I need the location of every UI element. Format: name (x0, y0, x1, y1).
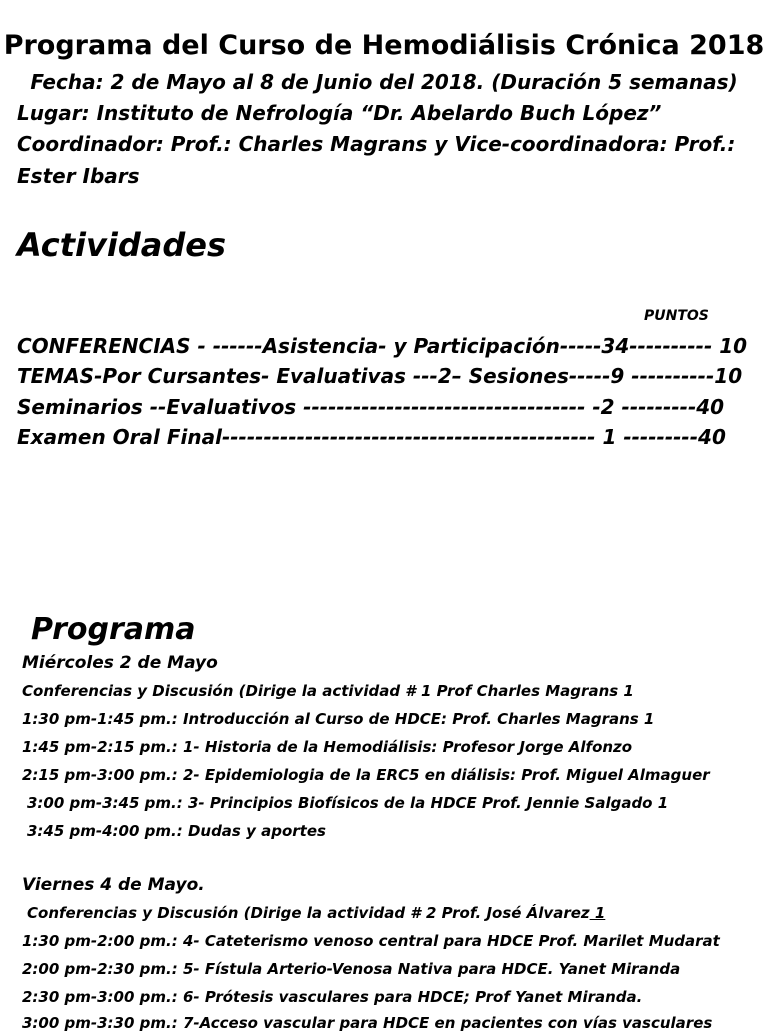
schedule-item: 2:00 pm-2:30 pm.: 5- Fístula Arterio-Venosa Nativa para HDCE. Yanet Miranda (22, 960, 681, 978)
schedule-item: 3:45 pm-4:00 pm.: Dudas y aportes (27, 822, 326, 840)
activity-row-seminarios: Seminarios --Evaluativos ---------------------------------- -2 ---------40 (17, 395, 725, 419)
schedule-item: 1:30 pm-2:00 pm.: 4- Cateterismo venoso central para HDCE Prof. Marilet Mudarat (22, 932, 720, 950)
points-column-label: PUNTOS (644, 308, 709, 324)
schedule-item: 1:45 pm-2:15 pm.: 1- Historia de la Hemodiálisis: Profesor Jorge Alfonzo (22, 738, 633, 756)
schedule-item: Conferencias y Discusión (Dirige la actividad # 1 Prof Charles Magrans 1 (22, 682, 634, 700)
document-title: Programa del Curso de Hemodiálisis Crónica 2018 (3, 30, 765, 61)
program-heading: Programa (31, 612, 196, 647)
schedule-item: 3:00 pm-3:30 pm.: 7-Acceso vascular para HDCE en pacientes con vías vasculares (22, 1014, 713, 1032)
activity-row-conferencias: CONFERENCIAS - ------Asistencia- y Participación-----34---------- 10 (17, 334, 748, 358)
course-coordinator-continued: Ester Ibars (17, 164, 140, 188)
schedule-intro (27, 904, 605, 922)
course-coordinator: Coordinador: Prof.: Charles Magrans y Vice-coordinadora: Prof.: (17, 132, 736, 156)
activity-row-examen: Examen Oral Final--------------------------------------------- 1 ---------40 (17, 425, 726, 449)
schedule-item: 2:30 pm-3:00 pm.: 6- Prótesis vasculares para HDCE; Prof Yanet Miranda. (22, 988, 643, 1006)
schedule-item: 2:15 pm-3:00 pm.: 2- Epidemiologia de la ERC5 en diálisis: Prof. Miguel Almaguer (22, 766, 710, 784)
schedule-intro-mark: 1 (589, 904, 606, 922)
activity-row-temas: TEMAS-Por Cursantes- Evaluativas ---2– Sesiones-----9 ----------10 (17, 364, 743, 388)
course-dates: Fecha: 2 de Mayo al 8 de Junio del 2018. (Duración 5 semanas) (30, 70, 738, 94)
day-heading-friday: Viernes 4 de Mayo. (22, 875, 205, 895)
schedule-intro-text: Conferencias y Discusión (Dirige la actividad # 2 Prof. José Álvarez (27, 904, 590, 922)
course-location: Lugar: Instituto de Nefrología “Dr. Abelardo Buch López” (17, 101, 662, 125)
day-heading-wednesday: Miércoles 2 de Mayo (22, 653, 218, 673)
schedule-item: 1:30 pm-1:45 pm.: Introducción al Curso de HDCE: Prof. Charles Magrans 1 (22, 710, 655, 728)
activities-heading: Actividades (17, 226, 226, 264)
schedule-item: 3:00 pm-3:45 pm.: 3- Principios Biofísicos de la HDCE Prof. Jennie Salgado 1 (27, 794, 669, 812)
